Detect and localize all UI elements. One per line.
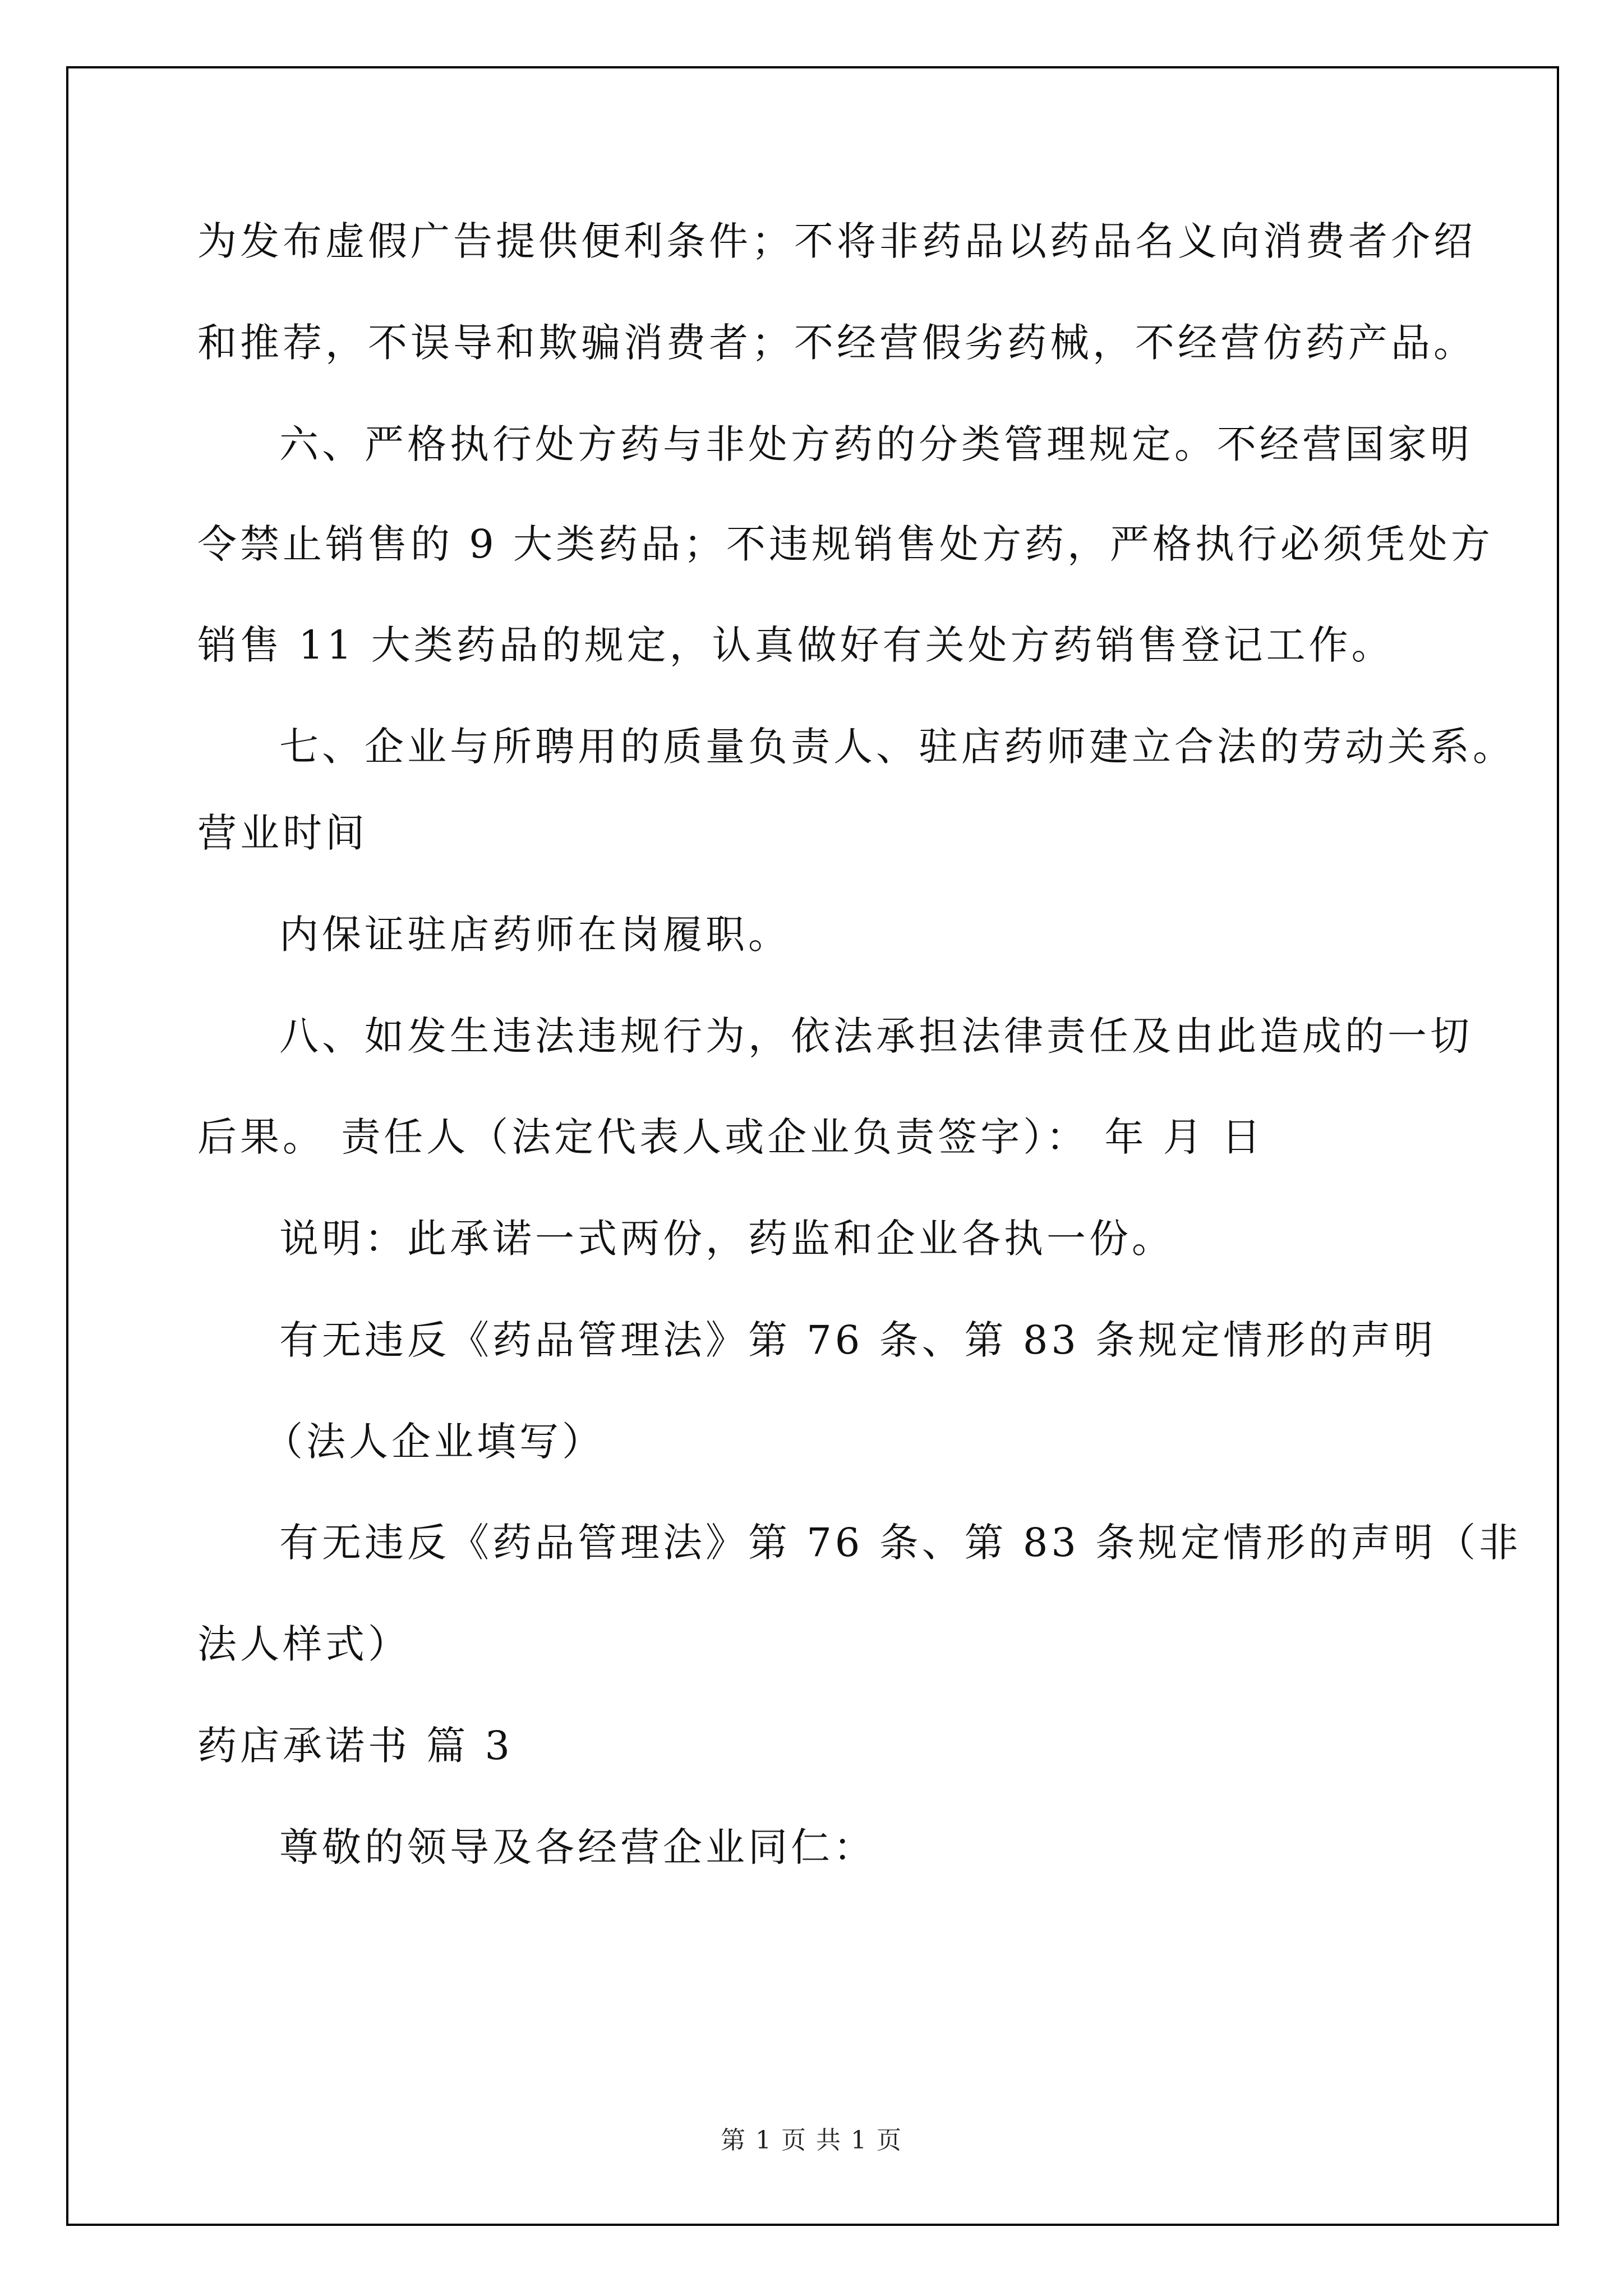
text-line-10: 后果。 责任人（法定代表人或企业负责签字）： 年 月 日 <box>197 1114 1265 1160</box>
text-line-4: 令禁止销售的 9 大类药品；不违规销售处方药，严格执行必须凭处方 <box>197 521 1494 567</box>
text-line-9: 八、如发生违法违规行为，依法承担法律责任及由此造成的一切 <box>279 1013 1473 1059</box>
text-line-17: 尊敬的领导及各经营企业同仁： <box>279 1824 876 1870</box>
text-line-11: 说明：此承诺一式两份，药监和企业各执一份。 <box>279 1216 1174 1262</box>
text-line-5: 销售 11 大类药品的规定，认真做好有关处方药销售登记工作。 <box>197 622 1394 668</box>
section-heading: 药店承诺书 篇 3 <box>197 1723 514 1769</box>
text-line-12: 有无违反《药品管理法》第 76 条、第 83 条规定情形的声明 <box>279 1317 1437 1363</box>
text-line-15: 法人样式） <box>197 1621 411 1667</box>
text-line-7: 营业时间 <box>197 810 368 856</box>
text-line-6: 七、企业与所聘用的质量负责人、驻店药师建立合法的劳动关系。 <box>279 724 1515 770</box>
text-line-13: （法人企业填写） <box>264 1419 605 1465</box>
page-footer: 第 1 页 共 1 页 <box>721 2126 902 2155</box>
text-line-1: 为发布虚假广告提供便利条件；不将非药品以药品名义向消费者介绍 <box>197 218 1476 264</box>
text-line-3: 六、严格执行处方药与非处方药的分类管理规定。不经营国家明 <box>279 421 1473 467</box>
text-line-2: 和推荐，不误导和欺骗消费者；不经营假劣药械，不经营仿药产品。 <box>197 320 1476 366</box>
text-line-14: 有无违反《药品管理法》第 76 条、第 83 条规定情形的声明（非 <box>279 1520 1522 1566</box>
text-line-8: 内保证驻店药师在岗履职。 <box>279 912 791 958</box>
